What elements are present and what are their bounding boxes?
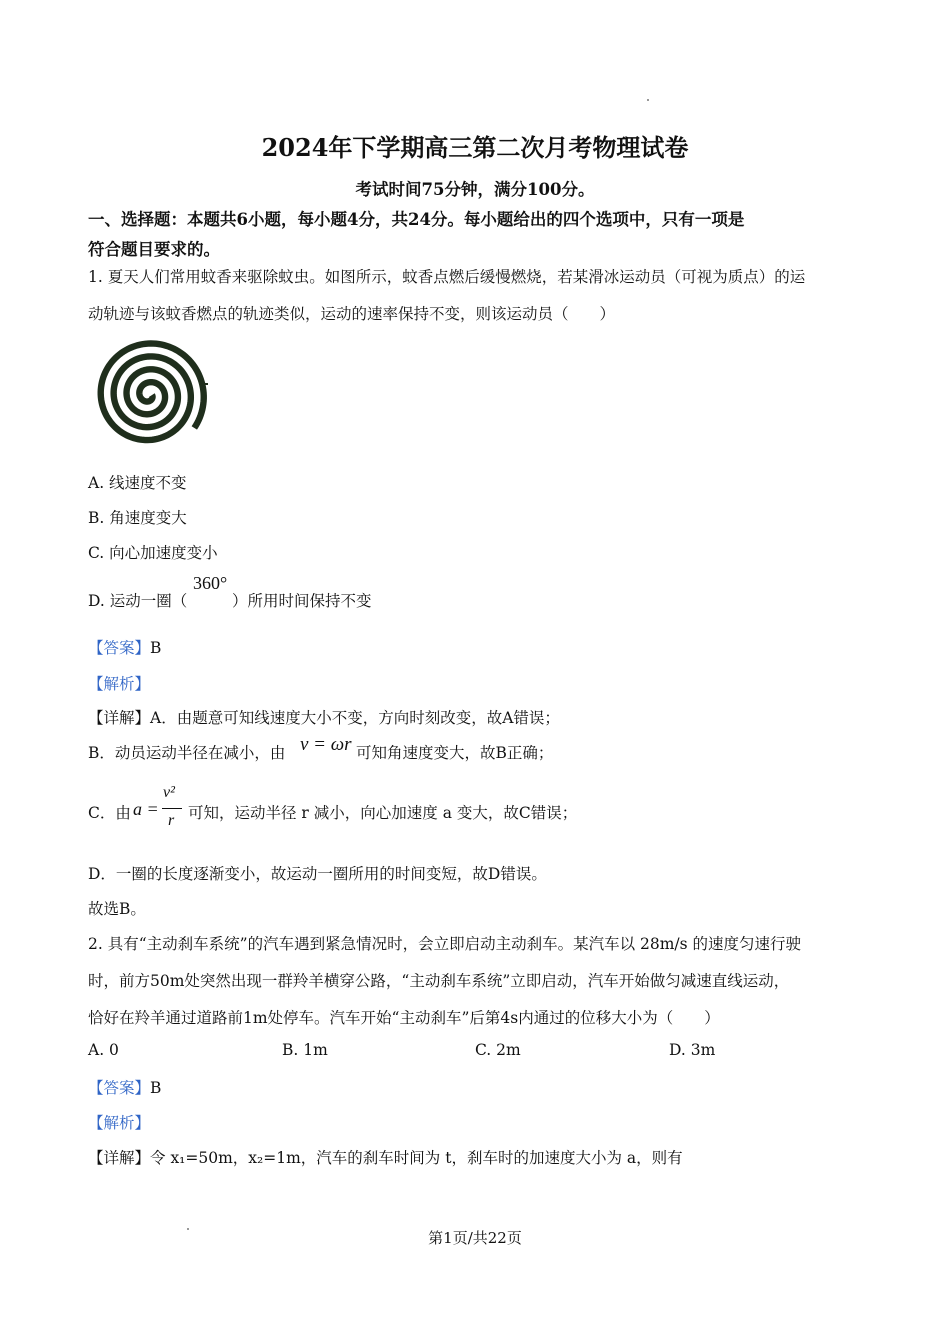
q1-detail-tag: 【详解】 — [88, 709, 151, 727]
q1-detail-d: D．一圈的长度逐渐变小，故运动一圈所用的时间变短，故D错误。 — [88, 865, 547, 883]
q2-option-c: C. 2m — [475, 1041, 521, 1059]
q1-option-b: B. 角速度变大 — [88, 509, 187, 527]
q1-detail-b-pre: B．动员运动半径在减小，由 — [88, 744, 286, 762]
q2-stem-line-1: 2. 具有“主动刹车系统”的汽车遇到紧急情况时，会立即启动主动刹车。某汽车以 28m/s 的速度匀速行驶 — [88, 935, 802, 953]
q1-detail-c-post: 可知，运动半径 r 减小，向心加速度 a 变大，故C错误； — [188, 804, 578, 822]
page-title: 2024年下学期高三第二次月考物理试卷 — [261, 133, 689, 162]
q1-detail-b-post: 可知角速度变大，故B正确； — [356, 744, 554, 762]
section-heading-line-2: 符合题目要求的。 — [88, 240, 220, 259]
q2-option-d: D. 3m — [669, 1041, 716, 1059]
q1-detail-c-pre: C．由 — [88, 804, 131, 822]
q2-analysis-tag: 【解析】 — [88, 1114, 151, 1132]
q2-stem-line-2: 时，前方50m处突然出现一群羚羊横穿公路，“主动刹车系统”立即启动，汽车开始做匀减速直线运动， — [88, 972, 790, 990]
section-heading-line-1: 一、选择题：本题共6小题，每小题4分，共24分。每小题给出的四个选项中，只有一项是 — [88, 210, 745, 229]
q1-conclusion: 故选B。 — [88, 900, 146, 918]
q1-analysis-tag: 【解析】 — [88, 675, 151, 693]
q1-stem-line-2: 动轨迹与该蚊香燃点的轨迹类似，运动的速率保持不变，则该运动员（ ） — [88, 305, 616, 323]
q2-answer-tag: 【答案】 — [88, 1079, 151, 1097]
page-subtitle: 考试时间75分钟，满分100分。 — [355, 180, 595, 199]
q1-answer-line — [88, 636, 161, 658]
q2-answer: B — [150, 1079, 162, 1097]
q1-option-d-tail: ）所用时间保持不变 — [232, 592, 372, 610]
q1-detail-b-math: v = ωr — [300, 734, 352, 755]
q2-option-a: A. 0 — [88, 1041, 119, 1059]
q1-detail-c-math-lhs: a = — [133, 799, 159, 819]
q1-detail-c-math-num: v² — [163, 784, 175, 801]
q2-option-b: B. 1m — [282, 1041, 328, 1059]
q1-option-d-text: D. 运动一圈（ — [88, 592, 188, 610]
q2-detail-text: 令 x₁=50m，x₂=1m，汽车的刹车时间为 t，刹车时的加速度大小为 a，则有 — [150, 1149, 683, 1167]
q2-answer-line — [88, 1076, 161, 1098]
page-footer: 第1页/共22页 — [428, 1229, 522, 1247]
q1-option-d-math: 360° — [193, 573, 228, 593]
q1-detail-c-math-den: r — [168, 812, 175, 829]
q1-stem-line-1: 1. 夏天人们常用蚊香来驱除蚊虫。如图所示，蚊香点燃后缓慢燃烧，若某滑冰运动员（可视为质点）的运 — [88, 268, 806, 286]
fraction-bar — [162, 808, 182, 809]
q2-stem-line-3: 恰好在羚羊通过道路前1m处停车。汽车开始“主动刹车”后第4s内通过的位移大小为（ ） — [88, 1009, 720, 1027]
q2-detail-tag: 【详解】 — [88, 1149, 151, 1167]
q1-answer-tag: 【答案】 — [88, 639, 151, 657]
q1-detail-a — [88, 706, 560, 728]
spiral-mosquito-coil-icon — [85, 332, 213, 462]
q1-option-a: A. 线速度不变 — [88, 474, 187, 492]
scan-dot — [647, 99, 649, 101]
q1-answer: B — [150, 639, 162, 657]
q1-option-c: C. 向心加速度变小 — [88, 544, 218, 562]
q1-detail-a-text: A．由题意可知线速度大小不变，方向时刻改变，故A错误； — [150, 709, 560, 727]
q2-detail — [88, 1146, 683, 1168]
